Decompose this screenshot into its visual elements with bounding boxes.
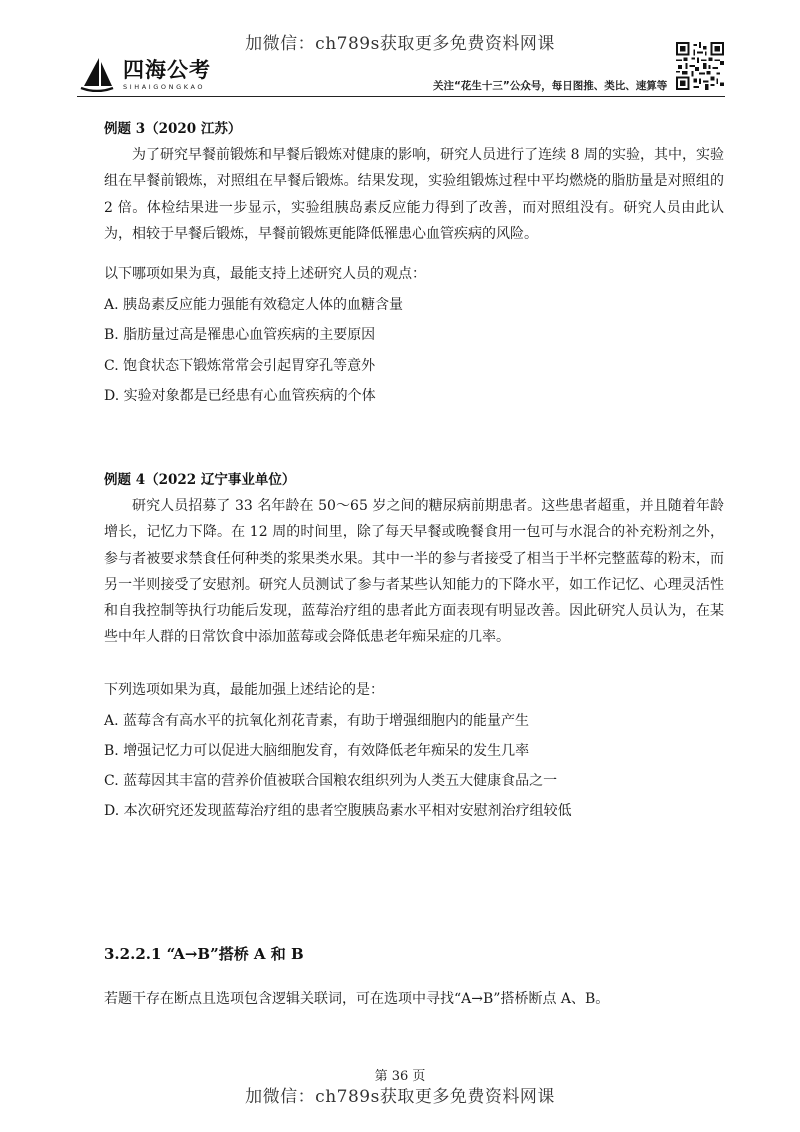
question-3-heading: 例题 3（2020 江苏） <box>104 121 242 137</box>
question-4-option-d: D. 本次研究还发现蓝莓治疗组的患者空腹胰岛素水平相对安慰剂治疗组较低 <box>104 803 572 819</box>
page-number: 第 36 页 <box>374 1069 426 1084</box>
watermark-top: 加微信：ch789s获取更多免费资料网课 <box>245 34 555 54</box>
question-4-prompt: 下列选项如果为真，最能加强上述结论的是： <box>104 682 384 698</box>
section-title: 3.2.2.1 “A→B”搭桥 A 和 B <box>104 945 304 963</box>
header-divider <box>77 96 725 97</box>
question-3-option-c: C. 饱食状态下锻炼常常会引起胃穿孔等意外 <box>104 358 376 374</box>
brand-logo <box>79 52 229 100</box>
logo-subtitle: SIHAIGONGKAO <box>123 83 206 91</box>
logo-title: 四海公考 <box>123 58 211 82</box>
question-3-option-b: B. 脂肪量过高是罹患心血管疾病的主要原因 <box>104 327 376 343</box>
header-note: 关注“花生十三”公众号，每日图推、类比、速算等 <box>433 80 668 92</box>
question-4-option-a: A. 蓝莓含有高水平的抗氧化剂花青素，有助于增强细胞内的能量产生 <box>104 713 530 729</box>
question-4-stem: 研究人员招募了 33 名年龄在 50～65 岁之间的糖尿病前期患者。这些患者超重，并且随着年龄增长，记忆力下降。在 12 周的时间里，除了每天早餐或晚餐食用一包可与水混合的补充粉剂之外，参与者被要求禁食任何种类的浆果类水果。其中一半的参与者接受了相当于半杯完整蓝莓的粉末，而另一半则接受了安慰剂。研究人员测试了参与者某些认知能力的下降水平，如工作记忆、心理灵活性和自我控制等执行功能后发现，蓝莓治疗组的患者此方面表现有明显改善。因此研究人员认为，在某些中年人群的日常饮食中添加蓝莓或会降低患老年痴呆症的几率。 <box>104 498 724 646</box>
section-body: 若题干存在断点且选项包含逻辑关联词，可在选项中寻找“A→B”搭桥断点 A、B。 <box>104 991 610 1007</box>
qr-code-icon <box>676 42 724 90</box>
question-4-heading: 例题 4（2022 辽宁事业单位） <box>104 472 296 488</box>
question-3-prompt: 以下哪项如果为真，最能支持上述研究人员的观点： <box>104 266 426 282</box>
question-3-stem: 为了研究早餐前锻炼和早餐后锻炼对健康的影响，研究人员进行了连续 8 周的实验，其中，实验组在早餐前锻炼，对照组在早餐后锻炼。结果发现，实验组锻炼过程中平均燃烧的脂肪量是对照组的 2 倍。体检结果进一步显示，实验组胰岛素反应能力得到了改善，而对照组没有。研究人员由此认为，相较于早餐后锻炼，早餐前锻炼更能降低罹患心血管疾病的风险。 <box>104 147 724 242</box>
question-3-option-d: D. 实验对象都是已经患有心血管疾病的个体 <box>104 388 376 404</box>
question-3-option-a: A. 胰岛素反应能力强能有效稳定人体的血糖含量 <box>104 297 404 313</box>
sail-logo-icon <box>79 56 115 92</box>
question-4-option-b: B. 增强记忆力可以促进大脑细胞发育，有效降低老年痴呆的发生几率 <box>104 743 530 759</box>
watermark-bottom: 加微信：ch789s获取更多免费资料网课 <box>245 1087 555 1107</box>
question-4-option-c: C. 蓝莓因其丰富的营养价值被联合国粮农组织列为人类五大健康食品之一 <box>104 773 558 789</box>
